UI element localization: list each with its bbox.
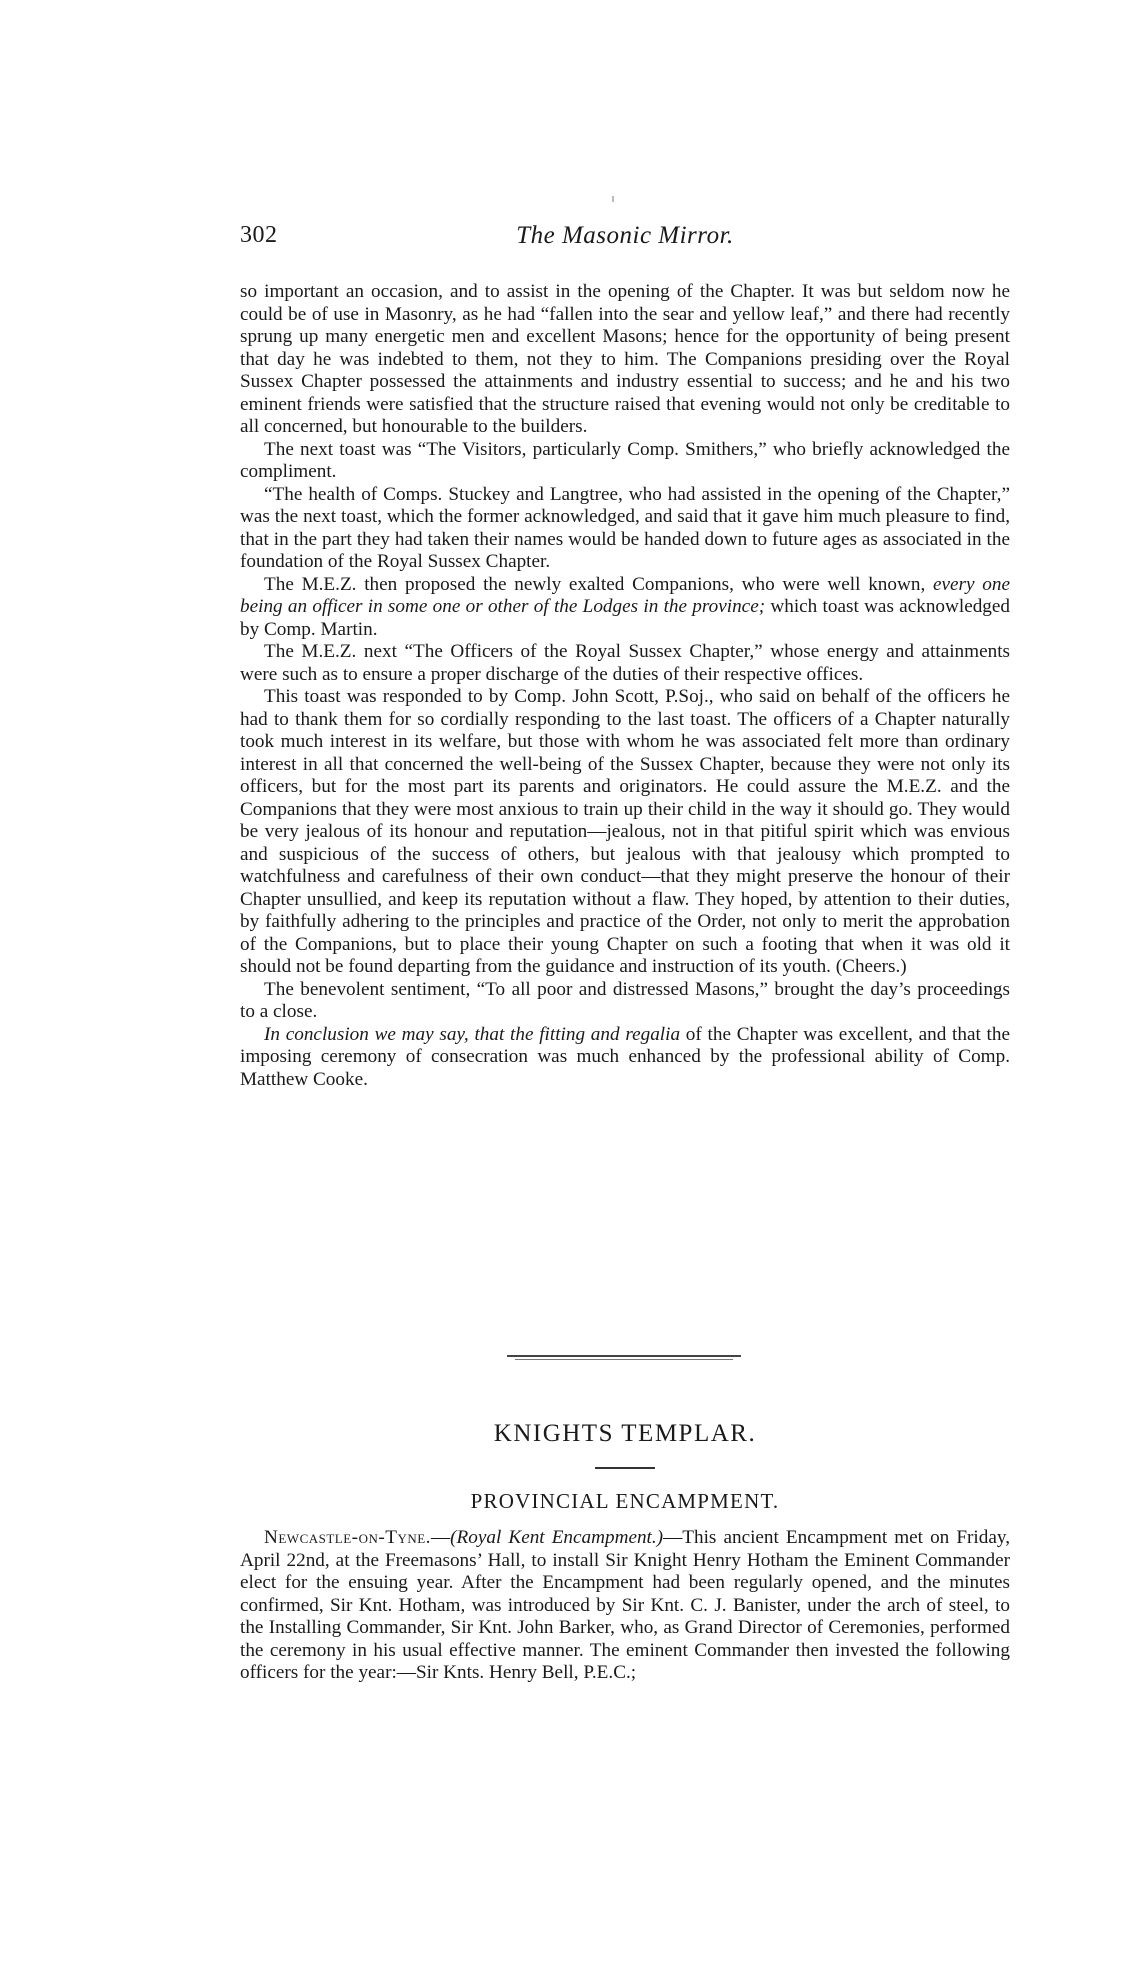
paragraph: The next toast was “The Visitors, particularly Comp. Smithers,” who briefly acknowledged the compliment. [240,438,1010,482]
divider-line [507,1355,741,1357]
italic-text: every one being an officer in some one or other of the Lodges in the province; [240,573,1010,617]
page-header [240,222,1010,256]
paragraph: This toast was responded to by Comp. John Scott, P.Soj., who said on behalf of the officers he had to thank them for so cordially responding to the last toast. The officers of a Chapter naturally took much interest in its welfare, but those with whom he was associated felt more than ordinary interest in all that concerned the well-being of the Sussex Chapter, because they were not only its officers, but for the most part its parents and originators. He could assure the M.E.Z. and the Companions that they were most anxious to train up their child in the way it should go. They would be very jealous of its honour and reputation—jealous, not in that pitiful spirit which was envious and suspicious of the success of others, but jealous with that jealousy which prompted to watchfulness and carefulness of their own conduct—that they might preserve the honour of their Chapter unsullied, and keep its reputation without a flaw. They hoped, by attention to their duties, by faithfully adhering to the principles and practice of the Order, not only to merit the approbation of the Companions, but to place their young Chapter on such a footing that when it was old it should not be found departing from the guidance and instruction of its youth. (Cheers.) [240,686,1010,977]
encampment-name: (Royal Kent Encampment.) [450,1527,664,1548]
body-text-top [240,281,1010,1091]
paragraph-text: —This ancient Encampment met on Friday, April 22nd, at the Freemasons’ Hall, to install Sir Knight Henry Hotham the Eminent Commander elect for the ensuing year. After the Encampment had been regularly opened, and the minutes confirmed, Sir Knt. Hotham, was introduced by Sir Knt. C. J. Banister, under the arch of steel, to the Installing Commander, Sir Knt. John Barker, who, as Grand Director of Ceremonies, performed the ceremony in his usual effective manner. The eminent Commander then invested the following officers for the year:—Sir Knts. Henry Bell, P.E.C.; [240,1527,1010,1683]
paragraph [240,1527,1010,1685]
paragraph-text: The M.E.Z. then proposed the newly exalted Companions, who were well known, [264,573,933,595]
page-number: 302 [240,222,278,248]
dash: — [430,1527,451,1548]
body-text-bottom [240,1527,1010,1685]
italic-text: In conclusion we may say, that the fitting and regalia [264,1023,681,1045]
running-title: The Masonic Mirror. [516,222,734,249]
place-name: Newcastle-on-Tyne. [264,1527,431,1548]
top-ink-mark [612,196,614,202]
paragraph: so important an occasion, and to assist in the opening of the Chapter. It was but seldom now he could be of use in Masonry, as he had “fallen into the sear and yellow leaf,” and there had recently sprung up many energetic men and excellent Masons; hence for the opportunity of being present that day he was indebted to them, not they to him. The Companions presiding over the Royal Sussex Chapter possessed the attainments and industry essential to success; and he and his two eminent friends were satisfied that the structure raised that evening would not only be creditable to all concerned, but honourable to the builders. [240,281,1010,437]
subsection-title: PROVINCIAL ENCAMPMENT. [470,1489,780,1513]
paragraph: The M.E.Z. next “The Officers of the Royal Sussex Chapter,” whose energy and attainments were such as to ensure a proper discharge of the duties of their respective offices. [240,641,1010,685]
section-title: KNIGHTS TEMPLAR. [493,1420,757,1447]
paragraph: “The health of Comps. Stuckey and Langtree, who had assisted in the opening of the Chapter,” was the next toast, which the former acknowledged, and said that it gave him much pleasure to find, that in the part they had taken their names would be handed down to future ages as associated in the foundation of the Royal Sussex Chapter. [240,483,1010,572]
paragraph: The benevolent sentiment, “To all poor and distressed Masons,” brought the day’s proceedings to a close. [240,978,1010,1022]
section-rule [595,1467,655,1469]
paragraph-text: of the Chapter was excellent, and that the imposing ceremony of consecration was much enhanced by the professional ability of Comp. Matthew Cooke. [240,1023,1010,1090]
section-divider-ornament [507,1355,741,1361]
paragraph [240,1024,1010,1092]
paragraph-text: which toast was acknowledged by Comp. Martin. [240,596,1011,640]
divider-line [515,1359,733,1360]
paragraph [240,574,1010,642]
